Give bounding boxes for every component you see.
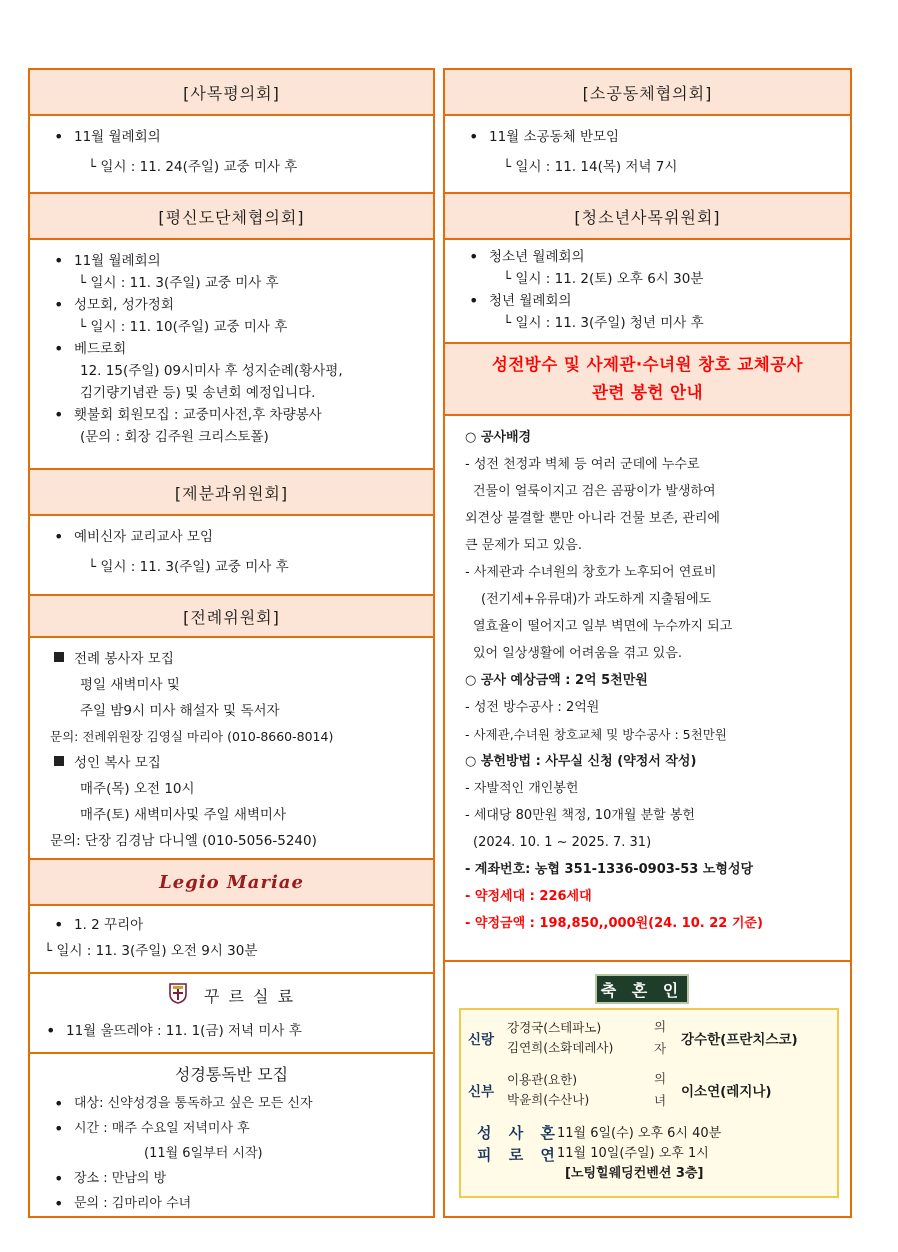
list-item: • 성모회, 성가정회 xyxy=(52,294,423,316)
legio-mariae-section xyxy=(30,906,433,974)
notice-text: - 성전 천정과 벽체 등 여러 군데에 누수로 xyxy=(465,457,700,472)
pastoral-council-section xyxy=(30,116,433,194)
notice-text: (2024. 10. 1 ~ 2025. 7. 31) xyxy=(473,835,652,850)
list-item-detail: 12. 15(주일) 09시미사 후 성지순례(황사평, xyxy=(80,363,343,379)
list-item-detail: 매주(목) 오전 10시 xyxy=(80,781,195,797)
laity-council-section xyxy=(30,240,433,470)
notice-text: 열효율이 떨어지고 일부 벽면에 누수까지 되고 xyxy=(473,619,733,634)
bible-reading-section xyxy=(30,1054,433,1222)
list-item: • 대상: 신약성경을 통독하고 싶은 모든 신자 xyxy=(52,1091,423,1116)
notice-text: - 사제관과 수녀원의 창호가 노후되어 연료비 xyxy=(465,565,717,580)
list-item: • 11월 소공동체 반모임 xyxy=(467,126,840,148)
list-item-detail: └ 일시 : 11. 3(주일) 교중 미사 후 xyxy=(88,559,289,575)
cursillo-header xyxy=(30,974,433,1016)
list-item-detail: (11월 6일부터 시작) xyxy=(144,1146,263,1161)
construction-notice-subtitle: 관련 봉헌 안내 xyxy=(591,383,704,402)
laity-council-header xyxy=(30,194,433,240)
list-item-detail: └ 일시 : 11. 14(목) 저녁 7시 xyxy=(503,159,678,175)
list-item-detail: └ 일시 : 11. 3(주일) 교중 미사 후 xyxy=(78,275,279,291)
notice-heading: ○ 공사배경 xyxy=(465,430,532,445)
catechism-committee-header xyxy=(30,470,433,516)
cursillo-title: 꾸 르 실 료 xyxy=(203,986,296,1006)
cursillo-emblem-icon xyxy=(168,982,188,1008)
ceremony-times xyxy=(557,1124,721,1184)
reception-time: 11월 10일(주일) 오후 1시 xyxy=(557,1146,709,1161)
square-bullet-icon xyxy=(54,756,64,766)
ceremony-label: 성 사 혼 xyxy=(477,1124,561,1142)
liturgy-committee-header xyxy=(30,596,433,638)
wedding-box xyxy=(459,1008,839,1198)
relation-char: 의 xyxy=(653,1019,667,1034)
bride-father: 이용관(요한) xyxy=(507,1072,578,1087)
list-item: • 11월 월례회의 xyxy=(52,126,423,148)
contact-text: 문의: 단장 김경남 다니엘 (010-5056-5240) xyxy=(50,833,317,849)
legio-mariae-title: Legio Mariae xyxy=(159,871,304,893)
list-item: • 11월 월례회의 xyxy=(52,250,423,272)
list-item-detail: └ 일시 : 11. 10(주일) 교중 미사 후 xyxy=(78,319,288,335)
laity-council-title: [평신도단체협의회] xyxy=(158,207,305,227)
bride-mother: 박윤희(수산나) xyxy=(507,1092,590,1107)
list-item: • 1. 2 꾸리아 xyxy=(52,912,423,938)
cursillo-section xyxy=(30,1016,433,1054)
liturgy-committee-section xyxy=(30,638,433,860)
relation-char: 의 xyxy=(653,1071,667,1086)
right-column xyxy=(443,68,852,1218)
list-item: • 시간 : 매주 수요일 저녁미사 후 xyxy=(52,1116,423,1141)
youth-committee-section xyxy=(445,240,850,344)
groom-mother: 김연희(소화데레사) xyxy=(507,1040,614,1055)
reception-label: 피 로 연 xyxy=(477,1146,561,1164)
left-column xyxy=(28,68,435,1218)
construction-notice-title: 성전방수 및 사제관·수녀원 창호 교체공사 xyxy=(491,355,804,374)
notice-text: - 사제관,수녀원 창호교체 및 방수공사 : 5천만원 xyxy=(465,727,727,742)
notice-text: - 자발적인 개인봉헌 xyxy=(465,781,579,796)
list-item-detail: 매주(토) 새벽미사및 주일 새벽미사 xyxy=(80,807,286,823)
small-community-section xyxy=(445,116,850,194)
legio-mariae-header xyxy=(30,860,433,906)
bride-relation xyxy=(645,1068,675,1112)
relation-char: 녀 xyxy=(653,1093,667,1108)
list-item-detail: └ 일시 : 11. 24(주일) 교중 미사 후 xyxy=(88,159,298,175)
list-item: • 문의 : 김마리아 수녀 xyxy=(52,1191,423,1216)
groom-label: 신랑 xyxy=(467,1032,495,1048)
construction-notice-body xyxy=(445,416,850,962)
wedding-badge: 축 혼 인 xyxy=(595,974,689,1004)
groom-relation xyxy=(645,1016,675,1060)
youth-committee-header xyxy=(445,194,850,240)
ceremony-time: 11월 6일(수) 오후 6시 40분 xyxy=(557,1126,722,1141)
list-item-detail: (문의 : 회장 김주원 크리스토폴) xyxy=(80,429,269,445)
notice-heading: ○ 봉헌방법 : 사무실 신청 (약정서 작성) xyxy=(465,754,697,769)
notice-text: 외견상 불결할 뿐만 아니라 건물 보존, 관리에 xyxy=(465,511,720,526)
list-item-detail: └ 일시 : 11. 3(주일) 청년 미사 후 xyxy=(503,315,704,331)
list-item-detail: └ 일시 : 11. 2(토) 오후 6시 30분 xyxy=(503,271,704,287)
bride-label: 신부 xyxy=(467,1084,495,1100)
bride-row xyxy=(461,1068,772,1112)
notice-heading: ○ 공사 예상금액 : 2억 5천만원 xyxy=(465,673,648,688)
catechism-committee-title: [제분과위원회] xyxy=(174,483,289,503)
account-number: - 계좌번호: 농협 351-1336-0903-53 노형성당 xyxy=(465,862,754,877)
small-community-header xyxy=(445,70,850,116)
notice-text: 큰 문제가 되고 있음. xyxy=(465,538,582,553)
list-item: • 베드로회 xyxy=(52,338,423,360)
catechism-committee-section xyxy=(30,516,433,596)
ceremony-labels xyxy=(477,1122,561,1166)
pledged-households: - 약정세대 : 226세대 xyxy=(465,889,592,904)
list-item-detail: └ 일시 : 11. 3(주일) 오전 9시 30분 xyxy=(44,943,258,959)
liturgy-committee-title: [전례위원회] xyxy=(183,607,280,627)
list-item xyxy=(54,646,425,672)
small-community-title: [소공동체협의회] xyxy=(582,83,713,103)
pastoral-council-header xyxy=(30,70,433,116)
groom-row xyxy=(461,1016,798,1060)
notice-text: - 세대당 80만원 책정, 10개월 분할 봉헌 xyxy=(465,808,695,823)
groom-father: 강경국(스테파노) xyxy=(507,1020,602,1035)
list-item-detail: 평일 새벽미사 및 xyxy=(80,677,180,693)
list-item-label: 전례 봉사자 모집 xyxy=(74,651,174,667)
groom-parents xyxy=(497,1018,645,1058)
notice-text: (전기세+유류대)가 과도하게 지출됨에도 xyxy=(481,592,712,607)
bride-name: 이소연(레지나) xyxy=(681,1084,772,1100)
list-item: • 예비신자 교리교사 모임 xyxy=(52,526,423,548)
contact-text: 문의: 전례위원장 김영실 마리아 (010-8660-8014) xyxy=(50,729,334,744)
bible-reading-title: 성경통독반 모집 xyxy=(174,1065,289,1084)
list-item: • 청소년 월례회의 xyxy=(467,246,840,268)
pledged-amount: - 약정금액 : 198,850,,000원(24. 10. 22 기준) xyxy=(465,916,763,931)
list-item-detail: 김기량기념관 등) 및 송년회 예정입니다. xyxy=(80,385,316,401)
relation-char: 자 xyxy=(653,1041,667,1056)
pastoral-council-title: [사목평의회] xyxy=(183,83,280,103)
notice-text: 있어 일상생활에 어려움을 겪고 있음. xyxy=(473,646,683,661)
youth-committee-title: [청소년사목위원회] xyxy=(574,207,721,227)
list-item: • 횃불회 회원모집 : 교중미사전,후 차량봉사 xyxy=(52,404,423,426)
groom-name: 강수한(프란치스코) xyxy=(681,1032,798,1048)
square-bullet-icon xyxy=(54,652,64,662)
wedding-section xyxy=(445,962,850,1212)
reception-venue: [노팅힐웨딩컨벤션 3층] xyxy=(565,1166,704,1181)
notice-text: 건물이 얼룩이지고 검은 곰팡이가 발생하여 xyxy=(473,484,716,499)
list-item: • 11월 울뜨레야 : 11. 1(금) 저녁 미사 후 xyxy=(44,1020,423,1042)
bride-parents xyxy=(497,1070,645,1110)
list-item: • 장소 : 만남의 방 xyxy=(52,1166,423,1191)
notice-text: - 성전 방수공사 : 2억원 xyxy=(465,700,600,715)
list-item-detail: 주일 밤9시 미사 해설자 및 독서자 xyxy=(80,703,280,719)
list-item-label: 성인 복사 모집 xyxy=(74,755,161,771)
list-item: • 청년 월례회의 xyxy=(467,290,840,312)
construction-notice-header xyxy=(445,344,850,416)
list-item xyxy=(54,750,425,776)
